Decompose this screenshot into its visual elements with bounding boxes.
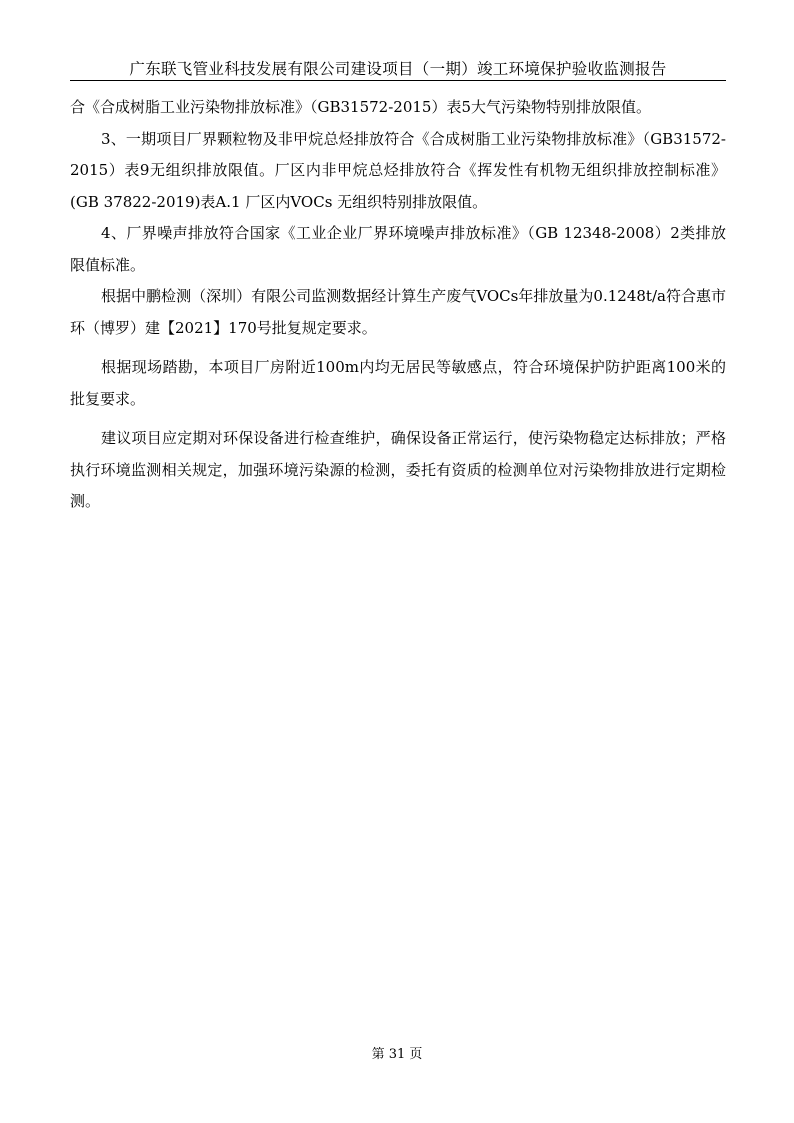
report-header-title: 广东联飞管业科技发展有限公司建设项目（一期）竣工环境保护验收监测报告 [129,60,667,78]
paragraph-continuation: 合《合成树脂工业污染物排放标准》（GB31572-2015）表5大气污染物特别排放限值。 [70,98,652,116]
document-body [70,92,726,518]
paragraph-item-3: 3、一期项目厂界颗粒物及非甲烷总烃排放符合《合成树脂工业污染物排放标准》（GB31572-2015）表9无组织排放限值。厂区内非甲烷总烃排放符合《挥发性有机物无组织排放控制标准》(GB 37822-2019)表A.1 厂区内VOCs 无组织特别排放限值。 [70,129,726,211]
paragraph-item-4: 4、厂界噪声排放符合国家《工业企业厂界环境噪声排放标准》（GB 12348-2008）2类排放限值标准。 [70,224,726,274]
page-number: 第 31 页 [371,1047,423,1062]
paragraph-site-survey: 根据现场踏勘，本项目厂房附近100m内均无居民等敏感点，符合环境保护防护距离100米的批复要求。 [70,358,726,408]
paragraph-recommendation: 建议项目应定期对环保设备进行检查维护，确保设备正常运行，使污染物稳定达标排放；严格执行环境监测相关规定，加强环境污染源的检测，委托有资质的检测单位对污染物排放进行定期检测。 [70,429,726,510]
header-divider [70,80,726,81]
paragraph-vocs-emission: 根据中鹏检测（深圳）有限公司监测数据经计算生产废气VOCs年排放量为0.1248t/a符合惠市环（博罗）建【2021】170号批复规定要求。 [70,287,726,337]
